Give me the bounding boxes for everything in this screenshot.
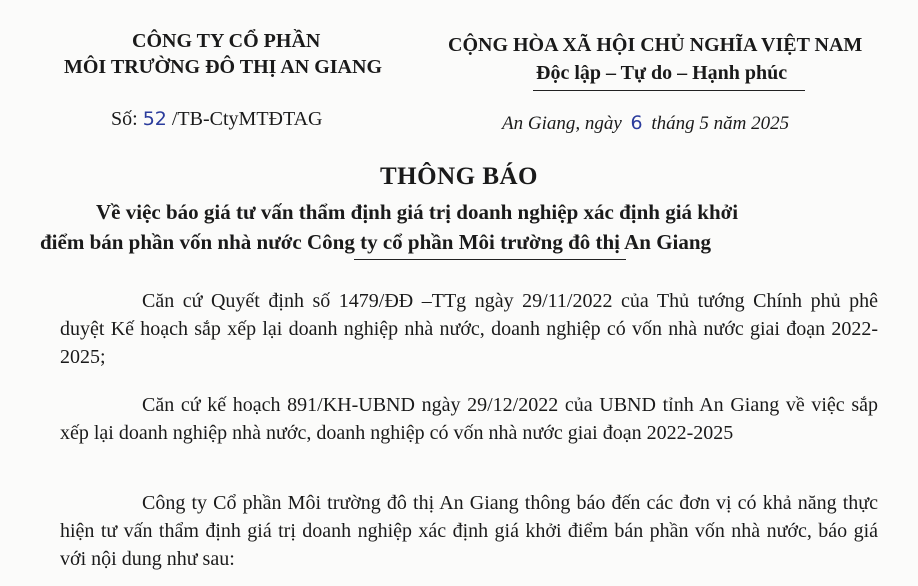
body-paragraph-2: Căn cứ kế hoạch 891/KH-UBND ngày 29/12/2022 của UBND tỉnh An Giang về việc sắp xếp lại doanh nghiệp nhà nước, doanh nghiệp có vốn nhà nước giai đoạn 2022-2025	[60, 394, 878, 444]
place-date	[502, 112, 789, 135]
document-title: THÔNG BÁO	[380, 163, 538, 190]
document-number	[111, 108, 323, 131]
company-name-line1: CÔNG TY CỔ PHẦN	[132, 30, 321, 52]
body-paragraph-3: Công ty Cổ phần Môi trường đô thị An Giang thông báo đến các đơn vị có khả năng thực hiện tư vấn thẩm định giá trị doanh nghiệp xác định giá khởi điểm bán phần vốn nhà nước, báo giá với nội dung như sau:	[60, 492, 878, 570]
document-number-suffix: /TB-CtyMTĐTAG	[171, 108, 323, 130]
national-motto: Độc lập – Tự do – Hạnh phúc	[536, 62, 788, 84]
document-number-prefix: Số:	[111, 108, 138, 130]
national-title: CỘNG HÒA XÃ HỘI CHỦ NGHĨA VIỆT NAM	[448, 34, 863, 56]
body-paragraph-1: Căn cứ Quyết định số 1479/ĐĐ –TTg ngày 29/11/2022 của Thủ tướng Chính phủ phê duyệt Kế hoạch sắp xếp lại doanh nghiệp nhà nước, doanh nghiệp có vốn nhà nước giai đoạn 2022-2025;	[60, 290, 878, 368]
company-name-line2: MÔI TRƯỜNG ĐÔ THỊ AN GIANG	[64, 56, 382, 78]
place-date-suffix: tháng 5 năm 2025	[651, 113, 790, 134]
motto-underline	[533, 90, 805, 91]
subject-line1: Về việc báo giá tư vấn thẩm định giá trị doanh nghiệp xác định giá khởi	[96, 200, 739, 224]
place-date-prefix: An Giang, ngày	[502, 113, 622, 134]
document-number-handwritten: 52	[142, 108, 167, 130]
subject-line2: điểm bán phần vốn nhà nước Công ty cổ phần Môi trường đô thị An Giang	[40, 230, 712, 254]
date-day-handwritten: 6	[630, 112, 643, 134]
subject-underline	[354, 259, 626, 260]
